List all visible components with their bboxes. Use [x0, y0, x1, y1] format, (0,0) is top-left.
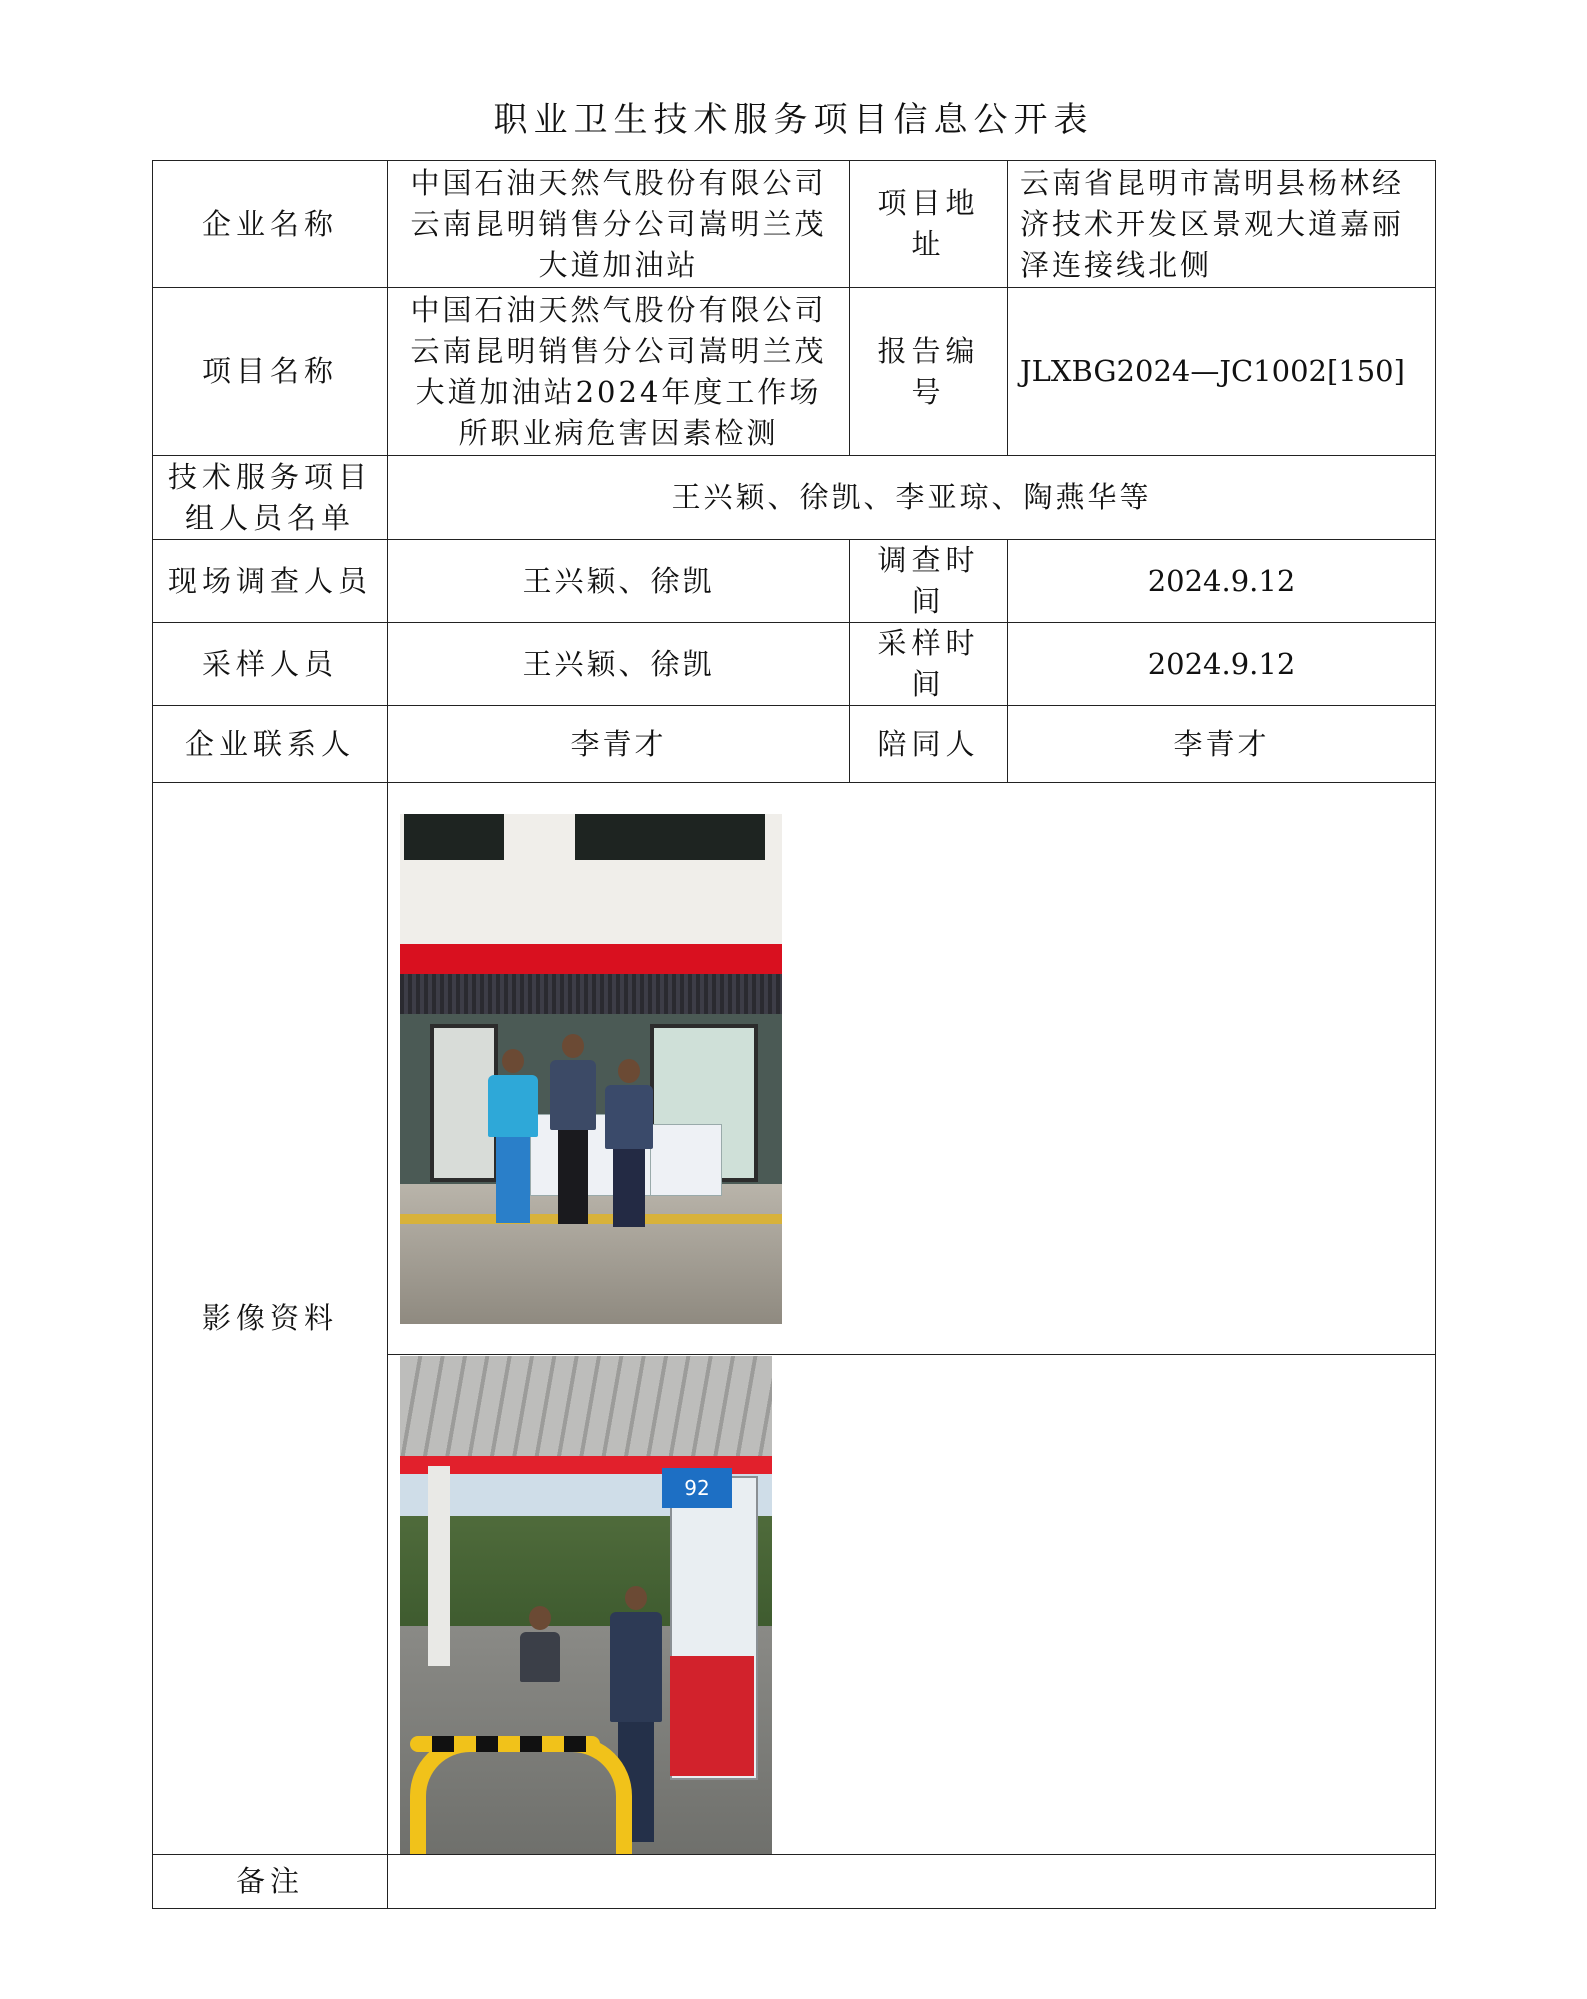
- sampling-time-value: 2024.9.12: [1008, 623, 1436, 706]
- company-name-value: 中国石油天然气股份有限公司云南昆明销售分公司嵩明兰茂大道加油站: [388, 161, 850, 288]
- remarks-value: [388, 1855, 1436, 1909]
- table-row-sampling: [153, 623, 1436, 706]
- survey-time-value: 2024.9.12: [1008, 540, 1436, 623]
- sampling-staff-value: 王兴颖、徐凯: [388, 623, 850, 706]
- photo-cell-1: [388, 783, 1436, 1355]
- company-name-label: 企业名称: [153, 161, 388, 288]
- document-title: 职业卫生技术服务项目信息公开表: [493, 100, 1094, 140]
- project-name-value: 中国石油天然气股份有限公司云南昆明销售分公司嵩明兰茂大道加油站2024年度工作场所职业病危害因素检测: [388, 288, 850, 456]
- escort-label: 陪同人: [850, 706, 1008, 783]
- escort-value: 李青才: [1008, 706, 1436, 783]
- survey-staff-label: 现场调查人员: [153, 540, 388, 623]
- table-row-team: [153, 456, 1436, 540]
- site-photo-storefront: [400, 814, 782, 1324]
- survey-staff-value: 王兴颖、徐凯: [388, 540, 850, 623]
- contact-person-value: 李青才: [388, 706, 850, 783]
- table-row-photo-1: [153, 783, 1436, 1355]
- images-label: 影像资料: [153, 783, 388, 1855]
- table-row-survey: [153, 540, 1436, 623]
- project-address-label: 项目地址: [850, 161, 1008, 288]
- report-number-value: JLXBG2024—JC1002[150]: [1008, 288, 1436, 456]
- survey-time-label: 调查时间: [850, 540, 1008, 623]
- project-address-value: 云南省昆明市嵩明县杨林经济技术开发区景观大道嘉丽泽连接线北侧: [1008, 161, 1436, 288]
- contact-person-label: 企业联系人: [153, 706, 388, 783]
- project-name-label: 项目名称: [153, 288, 388, 456]
- photo-cell-2: [388, 1355, 1436, 1855]
- sampling-time-label: 采样时间: [850, 623, 1008, 706]
- table-row-company: [153, 161, 1436, 288]
- team-list-value: 王兴颖、徐凯、李亚琼、陶燕华等: [388, 456, 1436, 540]
- info-table: [152, 160, 1436, 1909]
- pump-grade-sign: 92: [662, 1468, 732, 1508]
- team-list-label: 技术服务项目组人员名单: [153, 456, 388, 540]
- table-row-contact: [153, 706, 1436, 783]
- remarks-label: 备注: [153, 1855, 388, 1909]
- table-row-project: [153, 288, 1436, 456]
- sampling-staff-label: 采样人员: [153, 623, 388, 706]
- report-number-label: 报告编号: [850, 288, 1008, 456]
- table-row-remarks: [153, 1855, 1436, 1909]
- site-photo-pump-island: [400, 1356, 772, 1854]
